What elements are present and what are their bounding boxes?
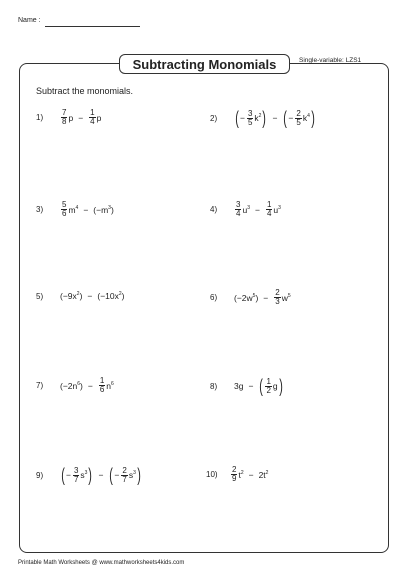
problem-number: 7) bbox=[36, 381, 44, 390]
problem-number: 6) bbox=[210, 293, 218, 302]
problem-5: 5) $(-9x^2)$ − $(-10x^2)$ bbox=[36, 291, 125, 301]
name-line[interactable] bbox=[45, 26, 140, 27]
instruction: Subtract the monomials. bbox=[36, 86, 134, 96]
problem-number: 9) bbox=[36, 470, 44, 480]
problem-8: 8) 3g − ( $\frac{1}{2}$ g ) bbox=[210, 376, 283, 396]
problem-6: 6) $(-2w^5)$ − $\frac{2}{3}$ $w^5$ bbox=[210, 288, 291, 306]
problem-1: 1) $\frac{7}{8}$ p − $\frac{1}{4}$ p bbox=[36, 108, 102, 126]
problem-7: 7) $(-2n^6)$ − $\frac{1}{6}$ $n^6$ bbox=[36, 376, 114, 394]
name-label: Name : bbox=[18, 17, 41, 24]
problem-10: 10) $\frac{2}{9}$ $t^2$ − $2t^2$ bbox=[206, 465, 269, 483]
problem-number: 3) bbox=[36, 205, 44, 214]
problem-number: 4) bbox=[210, 205, 218, 214]
problem-number: 10) bbox=[206, 470, 218, 479]
worksheet-code: Single-variable: LZS1 bbox=[299, 57, 362, 64]
problem-number: 8) bbox=[210, 381, 218, 391]
problem-4: 4) $\frac{3}{4}$ $u^3$ − $\frac{1}{4}$ $u^3$ bbox=[210, 200, 281, 218]
worksheet-title: Subtracting Monomials bbox=[119, 54, 290, 74]
footer-credit: Printable Math Worksheets @ www.mathworksheets4kids.com bbox=[18, 560, 185, 566]
problem-9: 9) ( − $\frac{3}{7}$ $s^3$ ) − ( − $\frac{2}{7}$ $s^3$ ) bbox=[36, 465, 141, 485]
problem-number: 2) bbox=[210, 113, 218, 123]
problem-3: 3) $\frac{5}{6}$ $m^4$ − $(-m^3)$ bbox=[36, 200, 114, 218]
problem-number: 5) bbox=[36, 291, 44, 301]
problem-2: 2) ( − $\frac{3}{5}$ $k^2$ ) − ( − $\frac{2}{5}$ $k^4$ ) bbox=[210, 108, 315, 128]
problem-number: 1) bbox=[36, 113, 44, 122]
